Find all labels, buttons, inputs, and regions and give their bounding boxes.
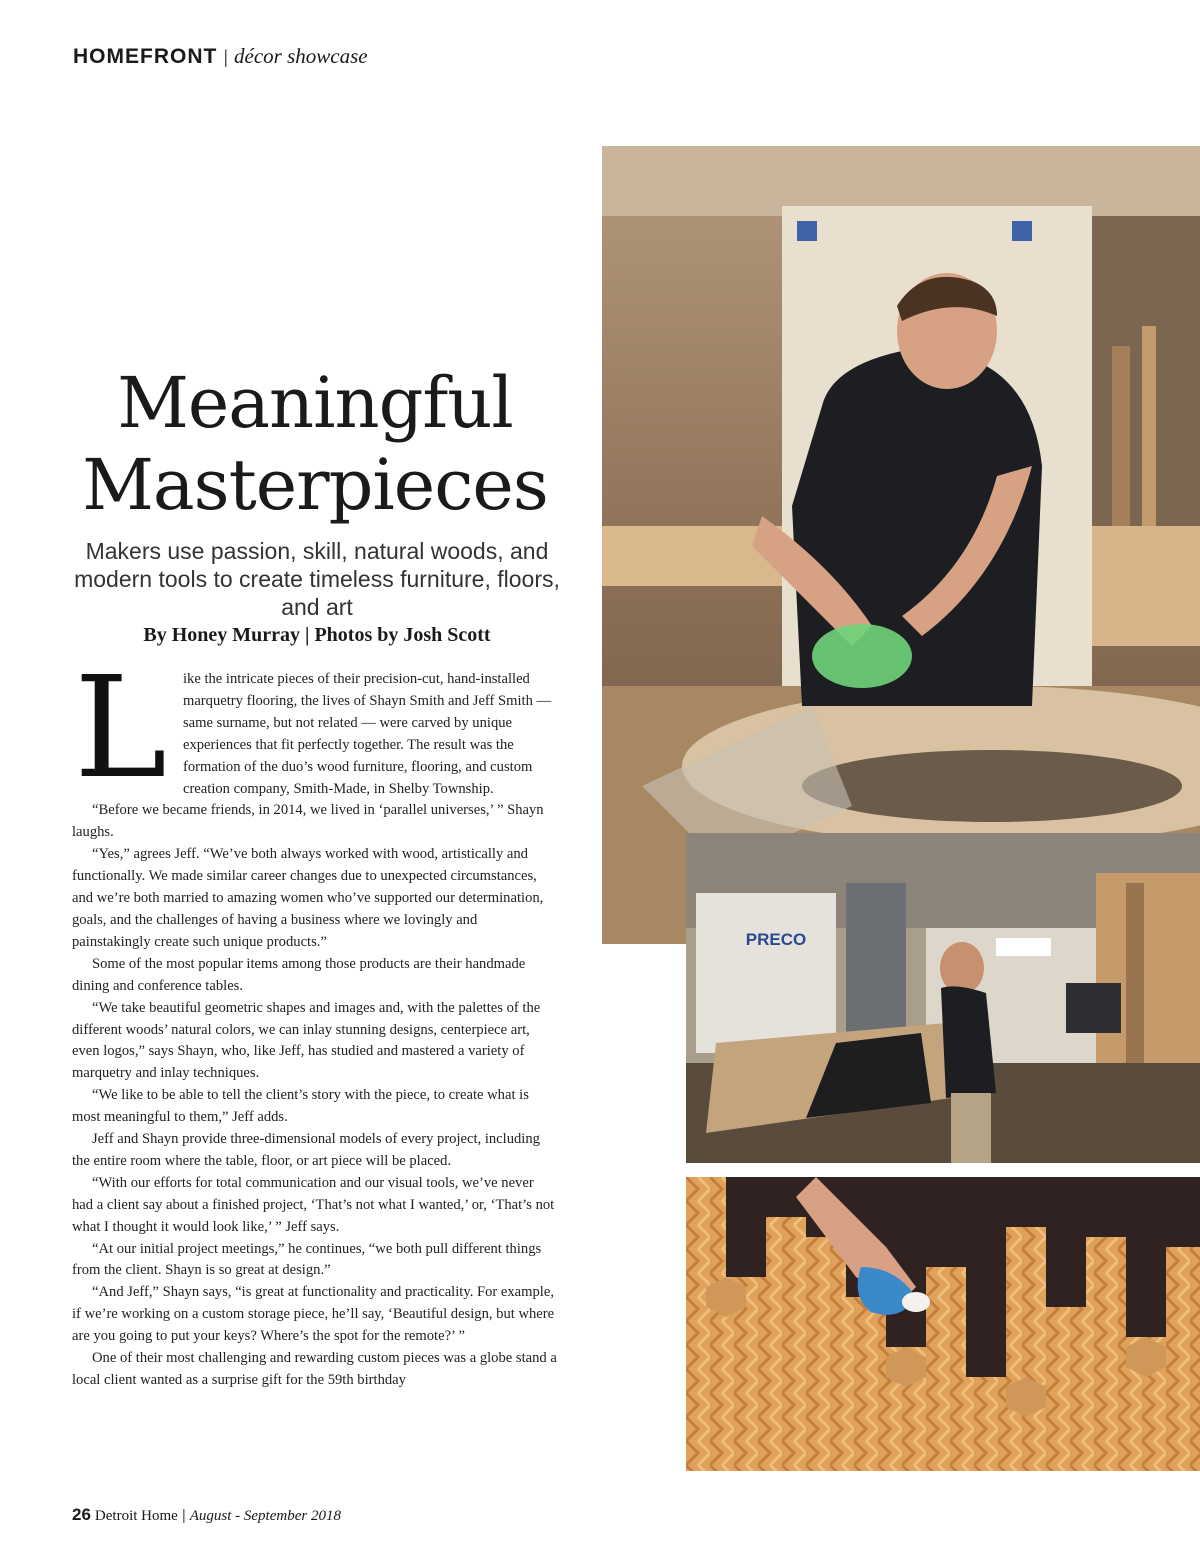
paragraph: “We like to be able to tell the client’s story with the piece, to create what is most meaningful to them,” Jeff adds. <box>72 1087 529 1126</box>
title-line-1: Meaningful <box>117 362 513 444</box>
paragraph: “And Jeff,” Shayn says, “is great at functionality and practicality. For example, if we’re working on a custom storage piece, he’ll say, ‘Beautiful design, but where are you going to put your keys? Where’s the spot for the remote?’ ” <box>72 1284 555 1345</box>
paragraph: Jeff and Shayn provide three-dimensional models of every project, including the entire room where the table, floor, or art piece will be placed. <box>72 1131 540 1169</box>
preco-label: PRECO <box>745 930 807 949</box>
paragraph: One of their most challenging and rewarding custom pieces was a globe stand a local client wanted as a surprise gift for the 59th birthday <box>72 1350 557 1388</box>
paragraph: “Before we became friends, in 2014, we lived in ‘parallel universes,’ ” Shayn laughs. <box>72 802 544 841</box>
photo-hexagon-inlay <box>686 1177 1200 1471</box>
section-divider: | <box>223 47 229 67</box>
byline: By Honey Murray | Photos by Josh Scott <box>143 624 491 646</box>
footer-divider: | <box>181 1507 186 1524</box>
article-body <box>72 647 558 1392</box>
paragraph: L ike the intricate pieces of their precision-cut, hand-installed marquetry flooring, the lives of Shayn Smith and Jeff Smith — same surname, but not related — were carved by unique experiences that fit perfectly together. The result was the formation of the duo’s wood furniture, flooring, and custom creation company, Smith-Made, in Shelby Township. <box>74 647 552 810</box>
paragraph: “At our initial project meetings,” he continues, “we both pull different things from the client. Shayn is so great at design.” <box>72 1240 542 1279</box>
paragraph: “Yes,” agrees Jeff. “We’ve both always worked with wood, artistically and functionally. We made similar career changes due to unexpected circumstances, and we’re both married to amazing women who’ve supported our determination, goals, and the challenges of having a business where we lovingly and painstakingly create such unique products.” <box>72 846 544 950</box>
issue-date: August - September 2018 <box>189 1508 341 1524</box>
article-title <box>60 362 570 526</box>
subsection-name: décor showcase <box>234 44 368 68</box>
page-footer <box>72 1505 341 1525</box>
title-line-2: Masterpieces <box>82 444 548 526</box>
photo-preco-machine <box>686 833 1200 1163</box>
paragraph: Some of the most popular items among those products are their handmade dining and conference tables. <box>72 955 526 994</box>
page-number: 26 <box>72 1505 91 1524</box>
drop-cap: L <box>74 647 167 810</box>
magazine-name: Detroit Home <box>94 1508 178 1524</box>
section-name: HOMEFRONT <box>73 45 218 68</box>
paragraph: “We take beautiful geometric shapes and images and, with the palettes of the different woods’ natural colors, we can inlay stunning designs, centerpiece art, even logos,” says Shayn, who, like Jeff, has studied and mastered a variety of marquetry and inlay techniques. <box>72 999 541 1082</box>
paragraph: “With our efforts for total communication and our visual tools, we’ve never had a client say about a finished project, ‘That’s not what I wanted,’ or, ‘That’s not what I thought it would look like,’ ” Jeff says. <box>72 1174 555 1235</box>
article-dek: Makers use passion, skill, natural woods, and modern tools to create timeless furniture, floors, and art <box>74 538 560 620</box>
photo-workshop-craftsman <box>602 146 1200 944</box>
section-header <box>73 44 368 69</box>
